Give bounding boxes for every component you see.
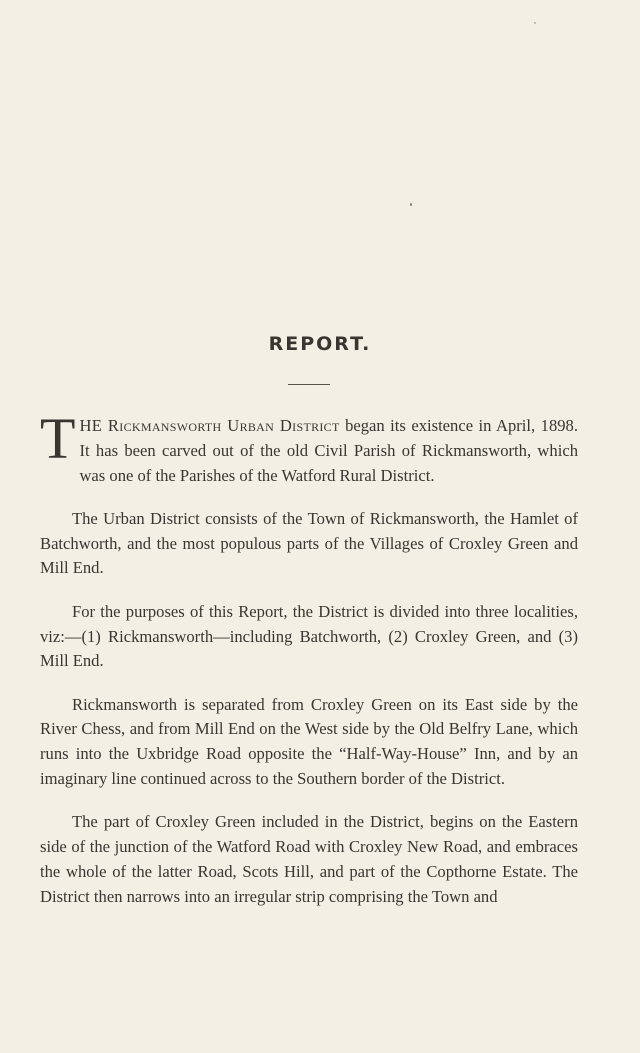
paragraph-1-text: began its existence in April, 1898. It has been carved out of the old Civil Parish of Rickmansworth, which was one of the Parishes of the Watford Rural District. bbox=[79, 416, 578, 485]
paragraph-4: Rickmansworth is separated from Croxley Green on its East side by the River Chess, and from Mill End on the West side by the Old Belfry Lane, which runs into the Uxbridge Road opposite the “Half-Way-House” Inn, and by an imaginary line continued across to the Southern border of the District. bbox=[40, 694, 578, 789]
paper-speck bbox=[534, 22, 536, 24]
paragraph-2: The Urban District consists of the Town of Rickmansworth, the Hamlet of Batchworth, and the most populous parts of the Villages of Croxley Green and Mill End. bbox=[40, 508, 578, 578]
paragraph-3: For the purposes of this Report, the District is divided into three localities, viz:—(1) Rickmansworth—including Batchworth, (2) Croxley Green, and (3) Mill End. bbox=[40, 601, 578, 671]
report-body bbox=[40, 406, 578, 928]
title-divider bbox=[288, 384, 330, 385]
paragraph-1 bbox=[40, 406, 578, 488]
paper-speck bbox=[410, 203, 412, 206]
report-title: REPORT. bbox=[268, 333, 372, 355]
opening-smallcaps: HE Rickmansworth Urban District bbox=[79, 416, 340, 435]
drop-cap: T bbox=[40, 406, 76, 471]
paragraph-5: The part of Croxley Green included in the District, begins on the Eastern side of the junction of the Watford Road with Croxley New Road, and embraces the whole of the latter Road, Scots Hill, and part of the Copthorne Estate. The District then narrows into an irregular strip comprising the Town and bbox=[40, 812, 578, 906]
